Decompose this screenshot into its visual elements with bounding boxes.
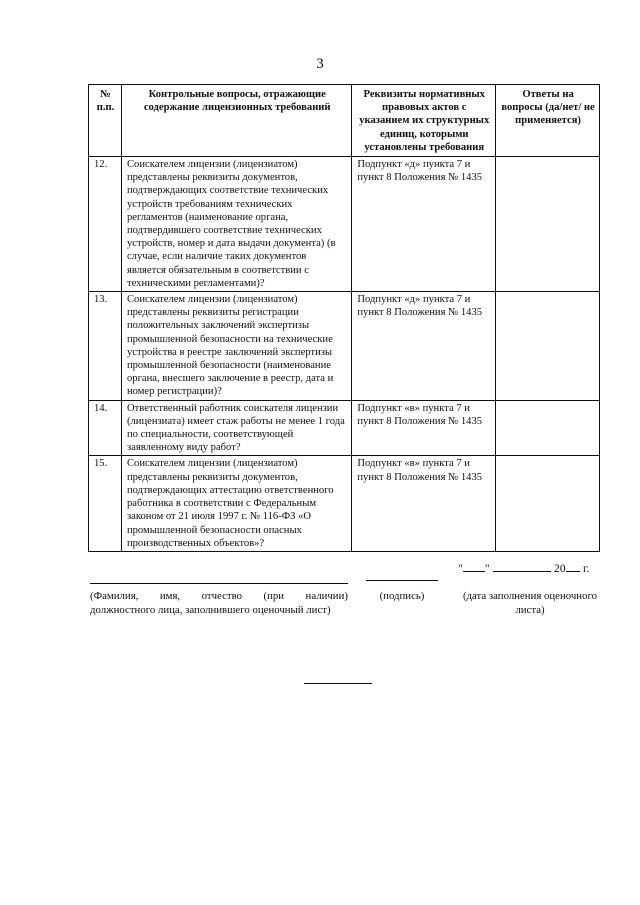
date-field[interactable] xyxy=(458,563,590,575)
row-number: 14. xyxy=(89,400,122,456)
table-row xyxy=(89,157,600,292)
date-quote-close: " xyxy=(484,563,490,575)
row-question: Соискателем лицензии (лицензиатом) представлены реквизиты документов, подтверждающих аттестацию ответственного работника в соответствии с Федеральным законом от 21 июля 1997 г. № 116-ФЗ «О промышленной безопасности опасных производственных объектов»? xyxy=(121,456,351,551)
date-quote-open: " xyxy=(458,563,463,575)
row-requisites: Подпункт «д» пункта 7 и пункт 8 Положения № 1435 xyxy=(352,157,496,292)
header-answer: Ответы на вопросы (да/нет/ не применяется) xyxy=(496,85,600,157)
fio-word: (Фамилия, xyxy=(90,590,139,602)
row-answer-cell[interactable] xyxy=(496,157,600,292)
day-blank[interactable] xyxy=(463,571,485,572)
row-number: 13. xyxy=(89,292,122,401)
year-prefix: 20 xyxy=(553,563,566,575)
fio-line xyxy=(90,583,348,584)
row-requisites: Подпункт «в» пункта 7 и пункт 8 Положения № 1435 xyxy=(352,456,496,551)
fio-word: имя, xyxy=(159,590,181,602)
row-requisites: Подпункт «в» пункта 7 и пункт 8 Положения № 1435 xyxy=(352,400,496,456)
page-number: 3 xyxy=(316,56,324,72)
fio-caption xyxy=(90,590,348,617)
table-header-row xyxy=(89,85,600,157)
header-question: Контрольные вопросы, отражающие содержание лицензионных требований xyxy=(121,85,351,157)
row-answer-cell[interactable] xyxy=(496,400,600,456)
row-number: 12. xyxy=(89,157,122,292)
signature-line xyxy=(366,580,438,581)
year-blank[interactable] xyxy=(566,571,580,572)
date-caption: (дата заполнения оценочного листа) xyxy=(462,590,598,616)
row-requisites: Подпункт «д» пункта 7 и пункт 8 Положения № 1435 xyxy=(352,292,496,401)
fio-caption-rest: должностного лица, заполнившего оценочный лист) xyxy=(90,603,331,616)
header-number: № п.п. xyxy=(89,85,122,157)
closing-separator-line xyxy=(304,683,372,684)
row-number: 15. xyxy=(89,456,122,551)
month-blank[interactable] xyxy=(493,571,551,572)
fio-word: отчество xyxy=(201,590,243,602)
signature-caption: (подпись) xyxy=(379,590,425,602)
row-answer-cell[interactable] xyxy=(496,456,600,551)
fio-word: (при xyxy=(263,590,285,602)
fio-word: наличии) xyxy=(305,590,348,602)
row-answer-cell[interactable] xyxy=(496,292,600,401)
year-suffix: г. xyxy=(582,563,590,575)
table-row xyxy=(89,456,600,551)
row-question: Ответственный работник соискателя лицензии (лицензиата) имеет стаж работы не менее 1 года по специальности, соответствующей заявленному виду работ? xyxy=(121,400,351,456)
license-checklist-table xyxy=(88,84,600,552)
fio-caption-first-line xyxy=(90,590,348,604)
row-question: Соискателем лицензии (лицензиатом) представлены реквизиты документов, подтверждающих соответствие технических устройств требованиям технических регламентов (наименование органа, подтвердившего соответствие технических устройств, номер и дата выдачи документа) (в случае, если наличие таких документов является обязательным в соответствии с техническими регламентами)? xyxy=(121,157,351,292)
header-requisites: Реквизиты нормативных правовых актов с указанием их структурных единиц, которыми установлены требования xyxy=(352,85,496,157)
table-row xyxy=(89,400,600,456)
row-question: Соискателем лицензии (лицензиатом) представлены реквизиты регистрации положительных заключений экспертизы промышленной безопасности на технические устройства в реестре заключений экспертизы промышленной безопасности (наименование органа, внесшего заключение в реестр, дата и номер регистрации)? xyxy=(121,292,351,401)
table-row xyxy=(89,292,600,401)
